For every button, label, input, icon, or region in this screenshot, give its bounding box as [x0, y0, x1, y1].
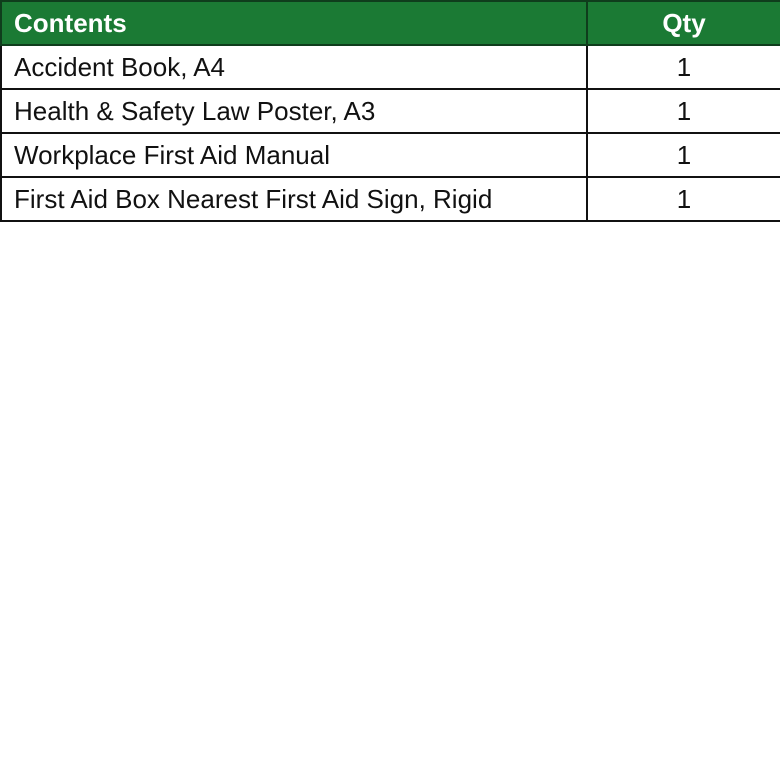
table-row [1, 45, 780, 89]
item-qty-cell: 1 [587, 89, 780, 133]
item-qty-cell: 1 [587, 177, 780, 221]
table-row [1, 177, 780, 221]
column-header-contents: Contents [1, 1, 587, 45]
item-name-cell: Health & Safety Law Poster, A3 [1, 89, 587, 133]
table-row [1, 133, 780, 177]
item-name-cell: First Aid Box Nearest First Aid Sign, Rigid [1, 177, 587, 221]
table-row [1, 89, 780, 133]
table-header-row [1, 1, 780, 45]
item-name-cell: Accident Book, A4 [1, 45, 587, 89]
contents-table [0, 0, 780, 222]
item-qty-cell: 1 [587, 45, 780, 89]
item-qty-cell: 1 [587, 133, 780, 177]
item-name-cell: Workplace First Aid Manual [1, 133, 587, 177]
column-header-qty: Qty [587, 1, 780, 45]
